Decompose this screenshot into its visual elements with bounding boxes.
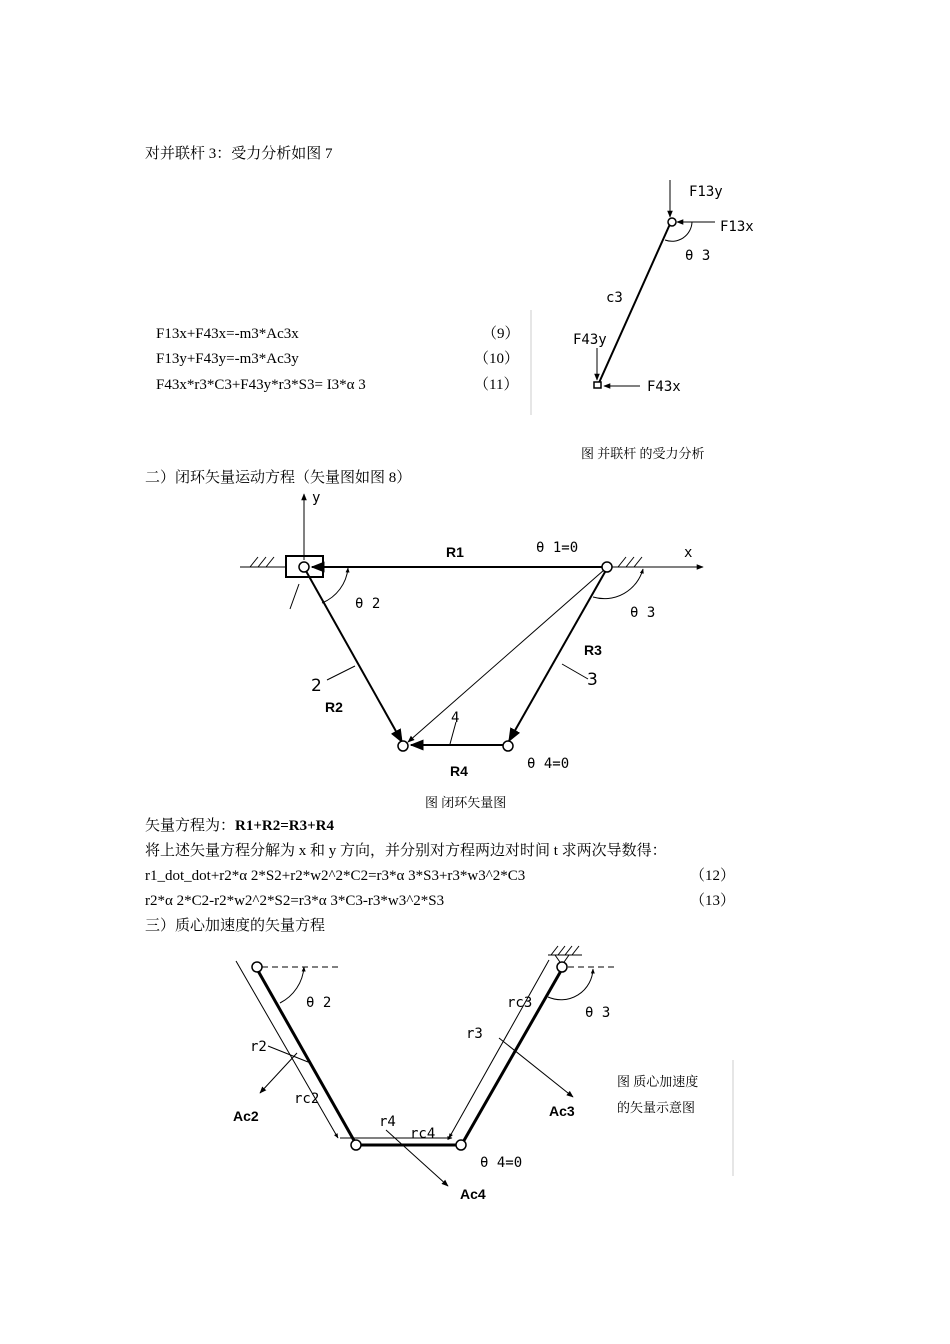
label-r2: R2 <box>325 699 343 715</box>
derivation-description: 将上述矢量方程分解为 x 和 y 方向，并分别对方程两边对时间 t 求两次导数得： <box>145 843 667 859</box>
label-rc2: rc2 <box>294 1091 320 1107</box>
label-x: x <box>684 545 693 561</box>
label-rc4: rc4 <box>410 1126 436 1142</box>
label-theta4: θ 4=0 <box>527 756 570 772</box>
section-heading-accel: 三）质心加速度的矢量方程 <box>145 918 326 934</box>
label-f13y: F13y <box>689 184 723 200</box>
label-theta3-accel: θ 3 <box>585 1005 611 1021</box>
label-ac3: Ac3 <box>549 1103 575 1119</box>
equation-12: r1_dot_dot+r2*α 2*S2+r2*w2^2*C2=r3*α 3*S3+r3*w3^2*C3 <box>145 868 526 884</box>
vector-rc3-thin <box>449 960 549 1138</box>
label-ac2: Ac2 <box>233 1108 259 1124</box>
equation-11: F43x*r3*C3+F43y*r3*S3= I3*α 3 <box>156 377 366 393</box>
label-rc3: rc3 <box>507 995 533 1011</box>
label-r4: R4 <box>450 763 468 779</box>
hatch-top-right <box>551 946 579 955</box>
label-theta3: θ 3 <box>685 248 711 264</box>
vector-equation-value: R1+R2=R3+R4 <box>235 818 334 834</box>
label-f43y: F43y <box>573 332 607 348</box>
label-n4: 4 <box>451 710 460 726</box>
joint-d <box>456 1140 466 1150</box>
joint-a <box>252 962 262 972</box>
label-ac4: Ac4 <box>460 1186 486 1202</box>
label-r4-accel: r4 <box>379 1114 396 1130</box>
figure9-caption-line2: 的矢量示意图 <box>617 1100 696 1115</box>
equation-10: F13y+F43y=-m3*Ac3y <box>156 351 299 367</box>
theta2-arc-accel <box>280 967 304 1003</box>
equation-13: r2*α 2*C2-r2*w2^2*S2=r3*α 3*C3-r3*w3^2*S3 <box>145 893 445 909</box>
label-c3: c3 <box>606 290 623 306</box>
figure8-caption: 图 闭环矢量图 <box>425 795 507 810</box>
arrow-ac3 <box>499 1038 573 1097</box>
label-theta2: θ 2 <box>355 596 381 612</box>
equation-9: F13x+F43x=-m3*Ac3x <box>156 326 299 342</box>
label-r2-accel: r2 <box>250 1039 267 1055</box>
label-n3: 3 <box>587 670 598 690</box>
label-n2: 2 <box>311 676 322 696</box>
equation-13-number: （13） <box>690 893 736 909</box>
label-y: y <box>312 490 321 506</box>
label-r1: R1 <box>446 544 464 560</box>
label-f13x: F13x <box>720 219 754 235</box>
figure9-caption-line1: 图 质心加速度 <box>617 1074 699 1089</box>
label-r3: R3 <box>584 642 602 658</box>
label-theta2-accel: θ 2 <box>306 995 332 1011</box>
section-heading-loop: 二）闭环矢量运动方程（矢量图如图 8） <box>145 470 412 486</box>
joint-b <box>557 962 567 972</box>
label-r3-accel: r3 <box>466 1026 483 1042</box>
figure7-caption: 图 并联杆 的受力分析 <box>581 446 705 461</box>
equation-11-number: （11） <box>474 377 519 393</box>
label-theta4-accel: θ 4=0 <box>480 1155 523 1171</box>
label-theta1: θ 1=0 <box>536 540 579 556</box>
equation-10-number: （10） <box>474 351 520 367</box>
vector-equation-label: 矢量方程为： <box>145 818 236 834</box>
label-f43x: F43x <box>647 379 681 395</box>
joint-c <box>351 1140 361 1150</box>
label-theta3-loop: θ 3 <box>630 605 656 621</box>
equation-9-number: （9） <box>482 326 520 342</box>
arrow-ac2 <box>260 1053 297 1093</box>
section-heading-rod3: 对并联杆 3：受力分析如图 7 <box>145 146 333 162</box>
equation-12-number: （12） <box>690 868 736 884</box>
